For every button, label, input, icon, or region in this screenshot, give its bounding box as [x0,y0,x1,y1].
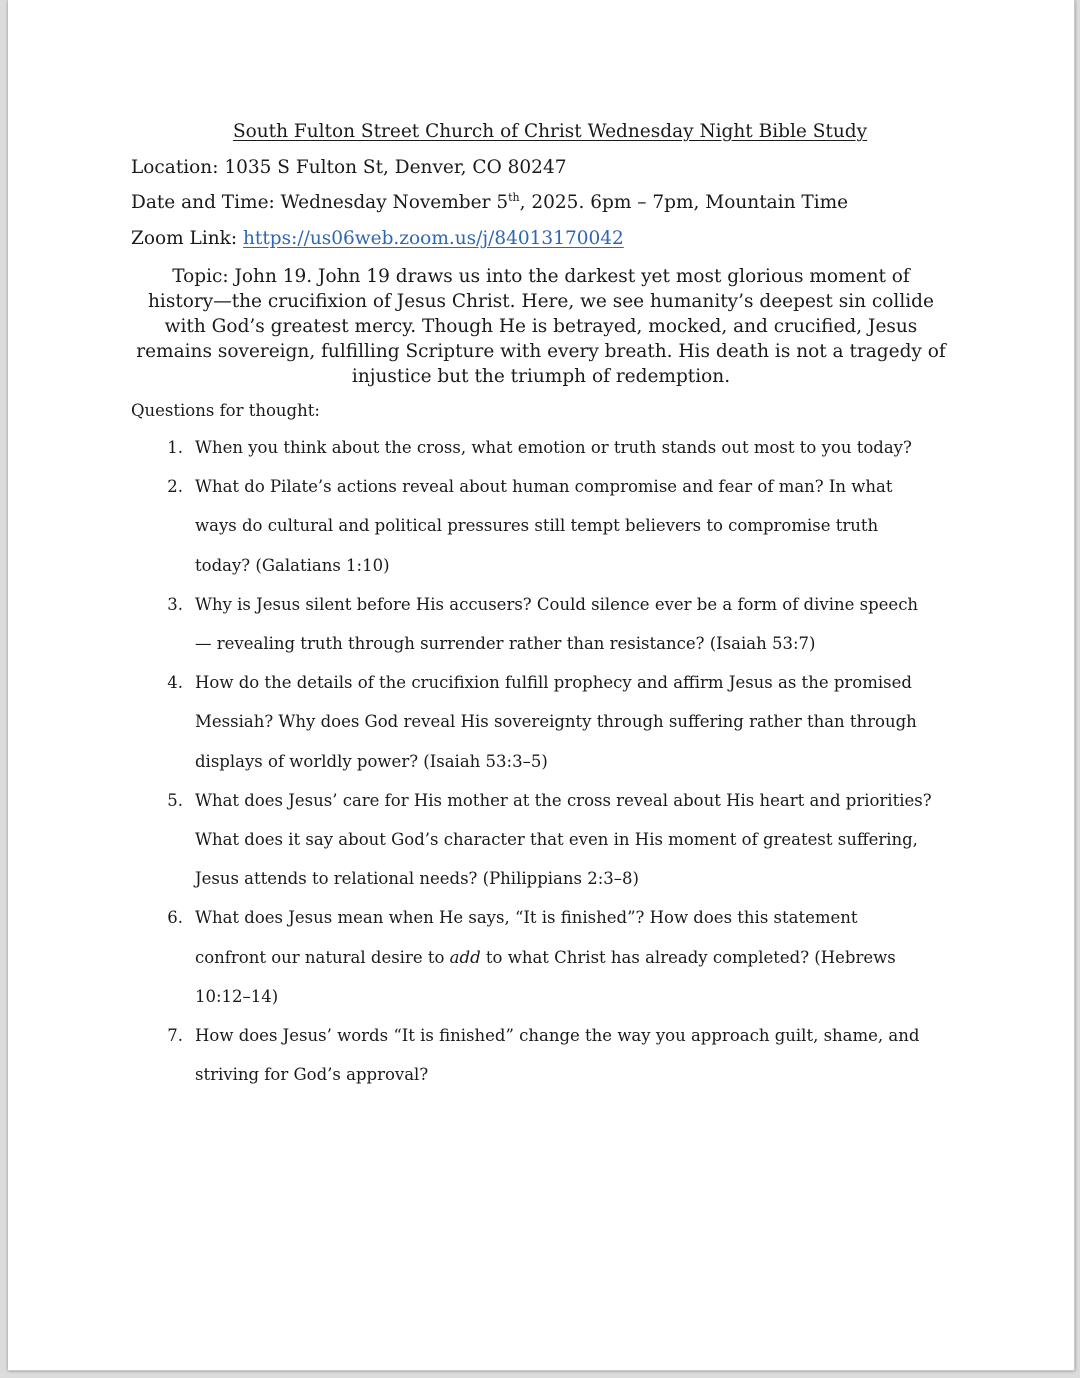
question-item [8,663,1074,781]
question-text-part: confront our natural desire to [195,947,450,967]
title-text: South Fulton Street Church of Christ Wednesday Night Bible Study [232,121,868,142]
date-time-line [131,192,848,213]
question-item [8,781,1074,899]
question-line: 10:12–14) [195,986,279,1006]
date-ordinal: th [508,191,520,204]
date-label: Date and Time: [131,192,275,213]
question-line: How does Jesus’ words “It is finished” change the way you approach guilt, shame, and [195,1026,920,1046]
question-number: 1. [167,438,183,457]
date-value [281,192,848,213]
location-line [131,157,567,178]
question-line: What does Jesus’ care for His mother at the cross reveal about His heart and priorities? [195,790,932,810]
topic-line: Topic: John 19. John 19 draws us into the darkest yet most glorious moment of [172,266,910,287]
topic-line: remains sovereign, fulfilling Scripture with every breath. His death is not a tragedy of [136,341,946,362]
question-number: 3. [167,594,183,614]
question-line: Jesus attends to relational needs? (Philippians 2:3–8) [195,869,639,889]
topic-line: history—the crucifixion of Jesus Christ. Here, we see humanity’s deepest sin collide [148,291,934,312]
question-number: 2. [167,477,183,497]
date-main: Wednesday November 5 [280,192,509,213]
question-item [8,1016,1074,1094]
question-line: What do Pilate’s actions reveal about human compromise and fear of man? In what [195,477,893,497]
date-time-range: , 2025. 6pm – 7pm, Mountain Time [519,192,849,213]
document-title [8,121,1074,142]
question-item [8,428,1074,467]
zoom-line [131,228,624,249]
question-line: How do the details of the crucifixion fulfill prophecy and affirm Jesus as the promised [195,673,912,693]
question-item [8,467,1074,585]
question-line: Messiah? Why does God reveal His sovereignty through suffering rather than through [195,712,917,732]
question-line: What does Jesus mean when He says, “It is finished”? How does this statement [195,908,858,928]
question-text-part: to what Christ has already completed? (Hebrews [480,947,896,967]
questions-list [8,428,1074,1094]
zoom-link[interactable]: https://us06web.zoom.us/j/84013170042 [243,228,624,249]
question-number: 5. [167,790,183,810]
topic-paragraph [134,264,948,389]
question-line: What does it say about God’s character that even in His moment of greatest suffering, [195,830,918,850]
question-number: 4. [167,673,183,693]
topic-line: with God’s greatest mercy. Though He is betrayed, mocked, and crucified, Jesus [164,316,918,337]
question-line: When you think about the cross, what emotion or truth stands out most to you today? [195,438,912,457]
location-label: Location: [131,157,219,178]
zoom-label: Zoom Link: [131,228,238,249]
document-page [8,0,1075,1371]
question-number: 6. [167,908,183,928]
topic-line: injustice but the triumph of redemption. [351,366,731,387]
question-line: Why is Jesus silent before His accusers? Could silence ever be a form of divine speech [195,594,919,614]
question-item [8,585,1074,663]
question-line: — revealing truth through surrender rather than resistance? (Isaiah 53:7) [195,634,816,654]
question-item [8,898,1074,1016]
question-line: displays of worldly power? (Isaiah 53:3–5) [195,751,548,771]
questions-heading: Questions for thought: [131,401,320,420]
question-number: 7. [167,1026,183,1046]
emphasized-word: add [449,947,481,967]
question-line: ways do cultural and political pressures still tempt believers to compromise truth [195,516,879,536]
question-line: striving for God’s approval? [195,1065,429,1085]
location-value: 1035 S Fulton St, Denver, CO 80247 [224,157,567,178]
question-line [195,938,1074,977]
question-line: today? (Galatians 1:10) [195,555,390,575]
